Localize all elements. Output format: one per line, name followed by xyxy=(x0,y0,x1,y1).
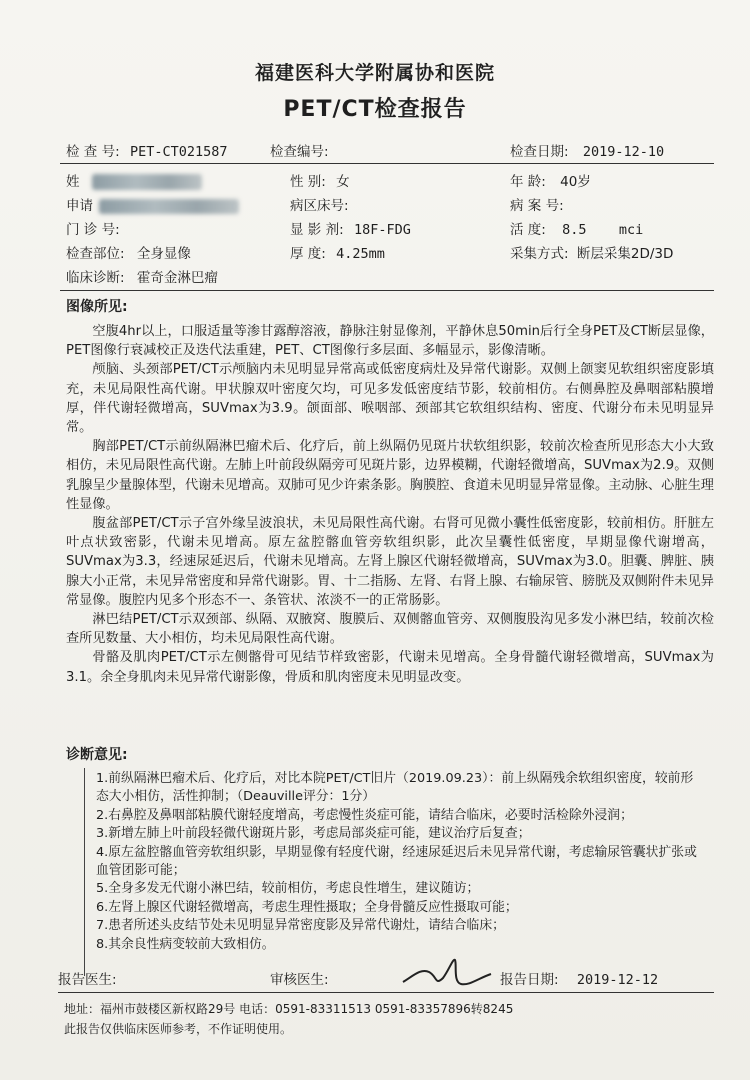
thickness-field xyxy=(290,242,385,262)
diagnosis-list xyxy=(96,770,706,954)
findings-title: 图像所见: xyxy=(66,299,128,315)
findings-paragraph: 淋巴结PET/CT示双颈部、纵隔、双腋窝、腹膜后、双侧髂血管旁、双侧腹股沟见多发小淋巴结，较前次检查所见数量、大小相仿，均未见局限性高代谢。 xyxy=(66,612,714,647)
age-field xyxy=(510,170,591,190)
findings-paragraph: 骨骼及肌肉PET/CT示左侧髂骨可见结节样致密影，代谢未见增高。全身骨髓代谢轻微增高，SUVmax为3.1。余全身肌肉未见异常代谢影像，骨质和肌肉密度未见明显改变。 xyxy=(66,650,714,685)
report-title: PET/CT检查报告 xyxy=(283,97,467,122)
clinical-dx-label: 临床诊断: xyxy=(66,270,125,286)
exam-no xyxy=(66,140,227,160)
activity-label: 活 度: xyxy=(510,222,546,238)
applicant-label: 申请 xyxy=(66,198,93,214)
clinic-no-field xyxy=(66,218,120,238)
clinical-dx-value: 霍奇金淋巴瘤 xyxy=(136,270,218,286)
gender-field xyxy=(290,170,350,190)
footer-address: 地址：福州市鼓楼区新权路29号 电话：0591-83311513 0591-83357896转8245 xyxy=(64,1002,514,1016)
report-doctor xyxy=(58,968,117,988)
report-date-label: 报告日期: xyxy=(500,972,559,988)
case-no-field xyxy=(510,194,564,214)
thickness-value: 4.25mm xyxy=(336,246,385,262)
diagnosis-item: 6.左肾上腺区代谢轻微增高，考虑生理性摄取；全身骨髓反应性摄取可能； xyxy=(96,899,518,915)
activity-field xyxy=(510,218,643,238)
name-redaction xyxy=(92,174,202,190)
activity-unit: mci xyxy=(618,222,644,238)
age-value: 40岁 xyxy=(560,174,591,190)
activity-value: 8.5 xyxy=(562,222,587,238)
thickness-label: 厚 度: xyxy=(290,246,326,262)
acq-field xyxy=(510,242,673,262)
hospital-name: 福建医科大学附属协和医院 xyxy=(254,62,495,84)
findings-paragraph: 胸部PET/CT示前纵隔淋巴瘤术后、化疗后，前上纵隔仍见斑片状软组织影，较前次检查所见形态大小大致相仿，未见局限性高代谢。左肺上叶前段纵隔旁可见斑片影，边界模糊，代谢轻微增高，SUVmax为2.9。双侧乳腺呈少量腺体型，代谢未见增高。双肺可见少许索条影。胸膜腔、食道未见明显异常显像。主动脉、心脏生理性显像。 xyxy=(66,439,714,512)
diagnosis-item: 4.原左盆腔髂血管旁软组织影，早期显像有轻度代谢，经速尿延迟后未见异常代谢，考虑输尿管囊状扩张或血管团影可能； xyxy=(96,844,697,879)
diagnosis-margin-line xyxy=(84,768,85,976)
diagnosis-item: 5.全身多发无代谢小淋巴结，较前相仿，考虑良性增生，建议随访； xyxy=(96,881,480,897)
reviewer-label: 审核医生: xyxy=(270,972,329,988)
gender-label: 性 别: xyxy=(290,174,326,190)
diagnosis-title: 诊断意见: xyxy=(66,747,128,763)
case-no-label: 病 案 号: xyxy=(510,198,564,214)
exam-date-value: 2019-12-10 xyxy=(582,144,665,160)
footer-note: 此报告仅供临床医师参考，不作证明使用。 xyxy=(64,1022,293,1036)
ward-field xyxy=(290,194,349,214)
applicant-redaction xyxy=(99,199,239,214)
findings-body xyxy=(66,322,714,687)
diagnosis-item: 2.右鼻腔及鼻咽部粘膜代谢轻度增高，考虑慢性炎症可能，请结合临床，必要时活检除外浸润； xyxy=(96,807,633,823)
diagnosis-item: 1.前纵隔淋巴瘤术后、化疗后，对比本院PET/CT旧片（2019.09.23）：前上纵隔残余软组织密度，较前形态大小相仿，活性抑制；（Deauville评分：1分） xyxy=(96,771,694,805)
exam-date xyxy=(510,140,664,160)
ward-label: 病区床号: xyxy=(290,198,349,214)
gender-value: 女 xyxy=(336,174,350,190)
site-label: 检查部位: xyxy=(66,246,125,262)
acq-label: 采集方式: xyxy=(510,246,569,262)
applicant-field xyxy=(66,194,239,214)
name-field xyxy=(66,170,202,190)
exam-no-label: 检 查 号: xyxy=(66,144,120,160)
divider-bottom xyxy=(58,992,714,993)
findings-paragraph: 空腹4hr以上，口服适量等渗甘露醇溶液，静脉注射显像剂，平静休息50min后行全身PET及CT断层显像，PET图像行衰减校正及迭代法重建，PET、CT图像行多层面、多幅显示，影像清晰。 xyxy=(66,324,714,359)
divider-top xyxy=(60,163,714,164)
exam-date-label: 检查日期: xyxy=(510,144,569,160)
age-label: 年 龄: xyxy=(510,174,546,190)
reviewer-signature xyxy=(395,952,505,994)
diagnosis-item: 3.新增左肺上叶前段轻微代谢斑片影，考虑局部炎症可能，建议治疗后复查； xyxy=(96,826,531,842)
check-no xyxy=(270,140,329,160)
name-label: 姓 xyxy=(66,174,80,190)
diagnosis-item: 8.其余良性病变较前大致相仿。 xyxy=(96,936,275,952)
diagnosis-item: 7.患者所述头皮结节处未见明显异常密度影及异常代谢灶，请结合临床； xyxy=(96,918,505,934)
site-field xyxy=(66,242,191,262)
agent-value: 18F-FDG xyxy=(353,222,411,238)
reviewer xyxy=(270,968,329,988)
agent-label: 显 影 剂: xyxy=(290,222,344,238)
site-value: 全身显像 xyxy=(136,246,191,262)
divider-patient xyxy=(60,290,714,291)
findings-paragraph: 腹盆部PET/CT示子宫外缘呈波浪状，未见局限性高代谢。右肾可见微小囊性低密度影，较前相仿。肝脏左叶点状致密影，代谢未见增高。原左盆腔髂血管旁软组织影，此次呈囊性低密度，早期显像代谢增高，SUVmax为3.3，经速尿延迟后，代谢未见增高。左肾上腺区代谢轻微增高，SUVmax为3.0。胆囊、脾脏、胰腺大小正常，未见异常密度和异常代谢影。胃、十二指肠、左肾、右肾上腺、右输尿管、膀胱及双侧附件未见异常显像。腹腔内见多个形态不一、条管状、浓淡不一的正常肠影。 xyxy=(66,516,714,608)
agent-field xyxy=(290,218,411,238)
exam-no-value: PET-CT021587 xyxy=(129,144,228,160)
report-date-value: 2019-12-12 xyxy=(576,972,659,988)
findings-paragraph: 颅脑、头颈部PET/CT示颅脑内未见明显异常高或低密度病灶及异常代谢影。双侧上颌窦见软组织密度影填充，未见局限性高代谢。甲状腺双叶密度欠均，可见多发低密度结节影，较前相仿。右侧鼻腔及鼻咽部粘膜增厚，伴代谢轻微增高，SUVmax为3.9。颌面部、喉咽部、颈部其它软组织结构、密度、代谢分布未见明显异常。 xyxy=(66,362,714,436)
report-doctor-label: 报告医生: xyxy=(58,972,117,988)
check-no-label: 检查编号: xyxy=(270,144,329,160)
clinic-no-label: 门 诊 号: xyxy=(66,222,120,238)
report-date xyxy=(500,968,658,988)
clinical-dx-field xyxy=(66,266,218,286)
acq-value: 断层采集2D/3D xyxy=(576,246,674,262)
